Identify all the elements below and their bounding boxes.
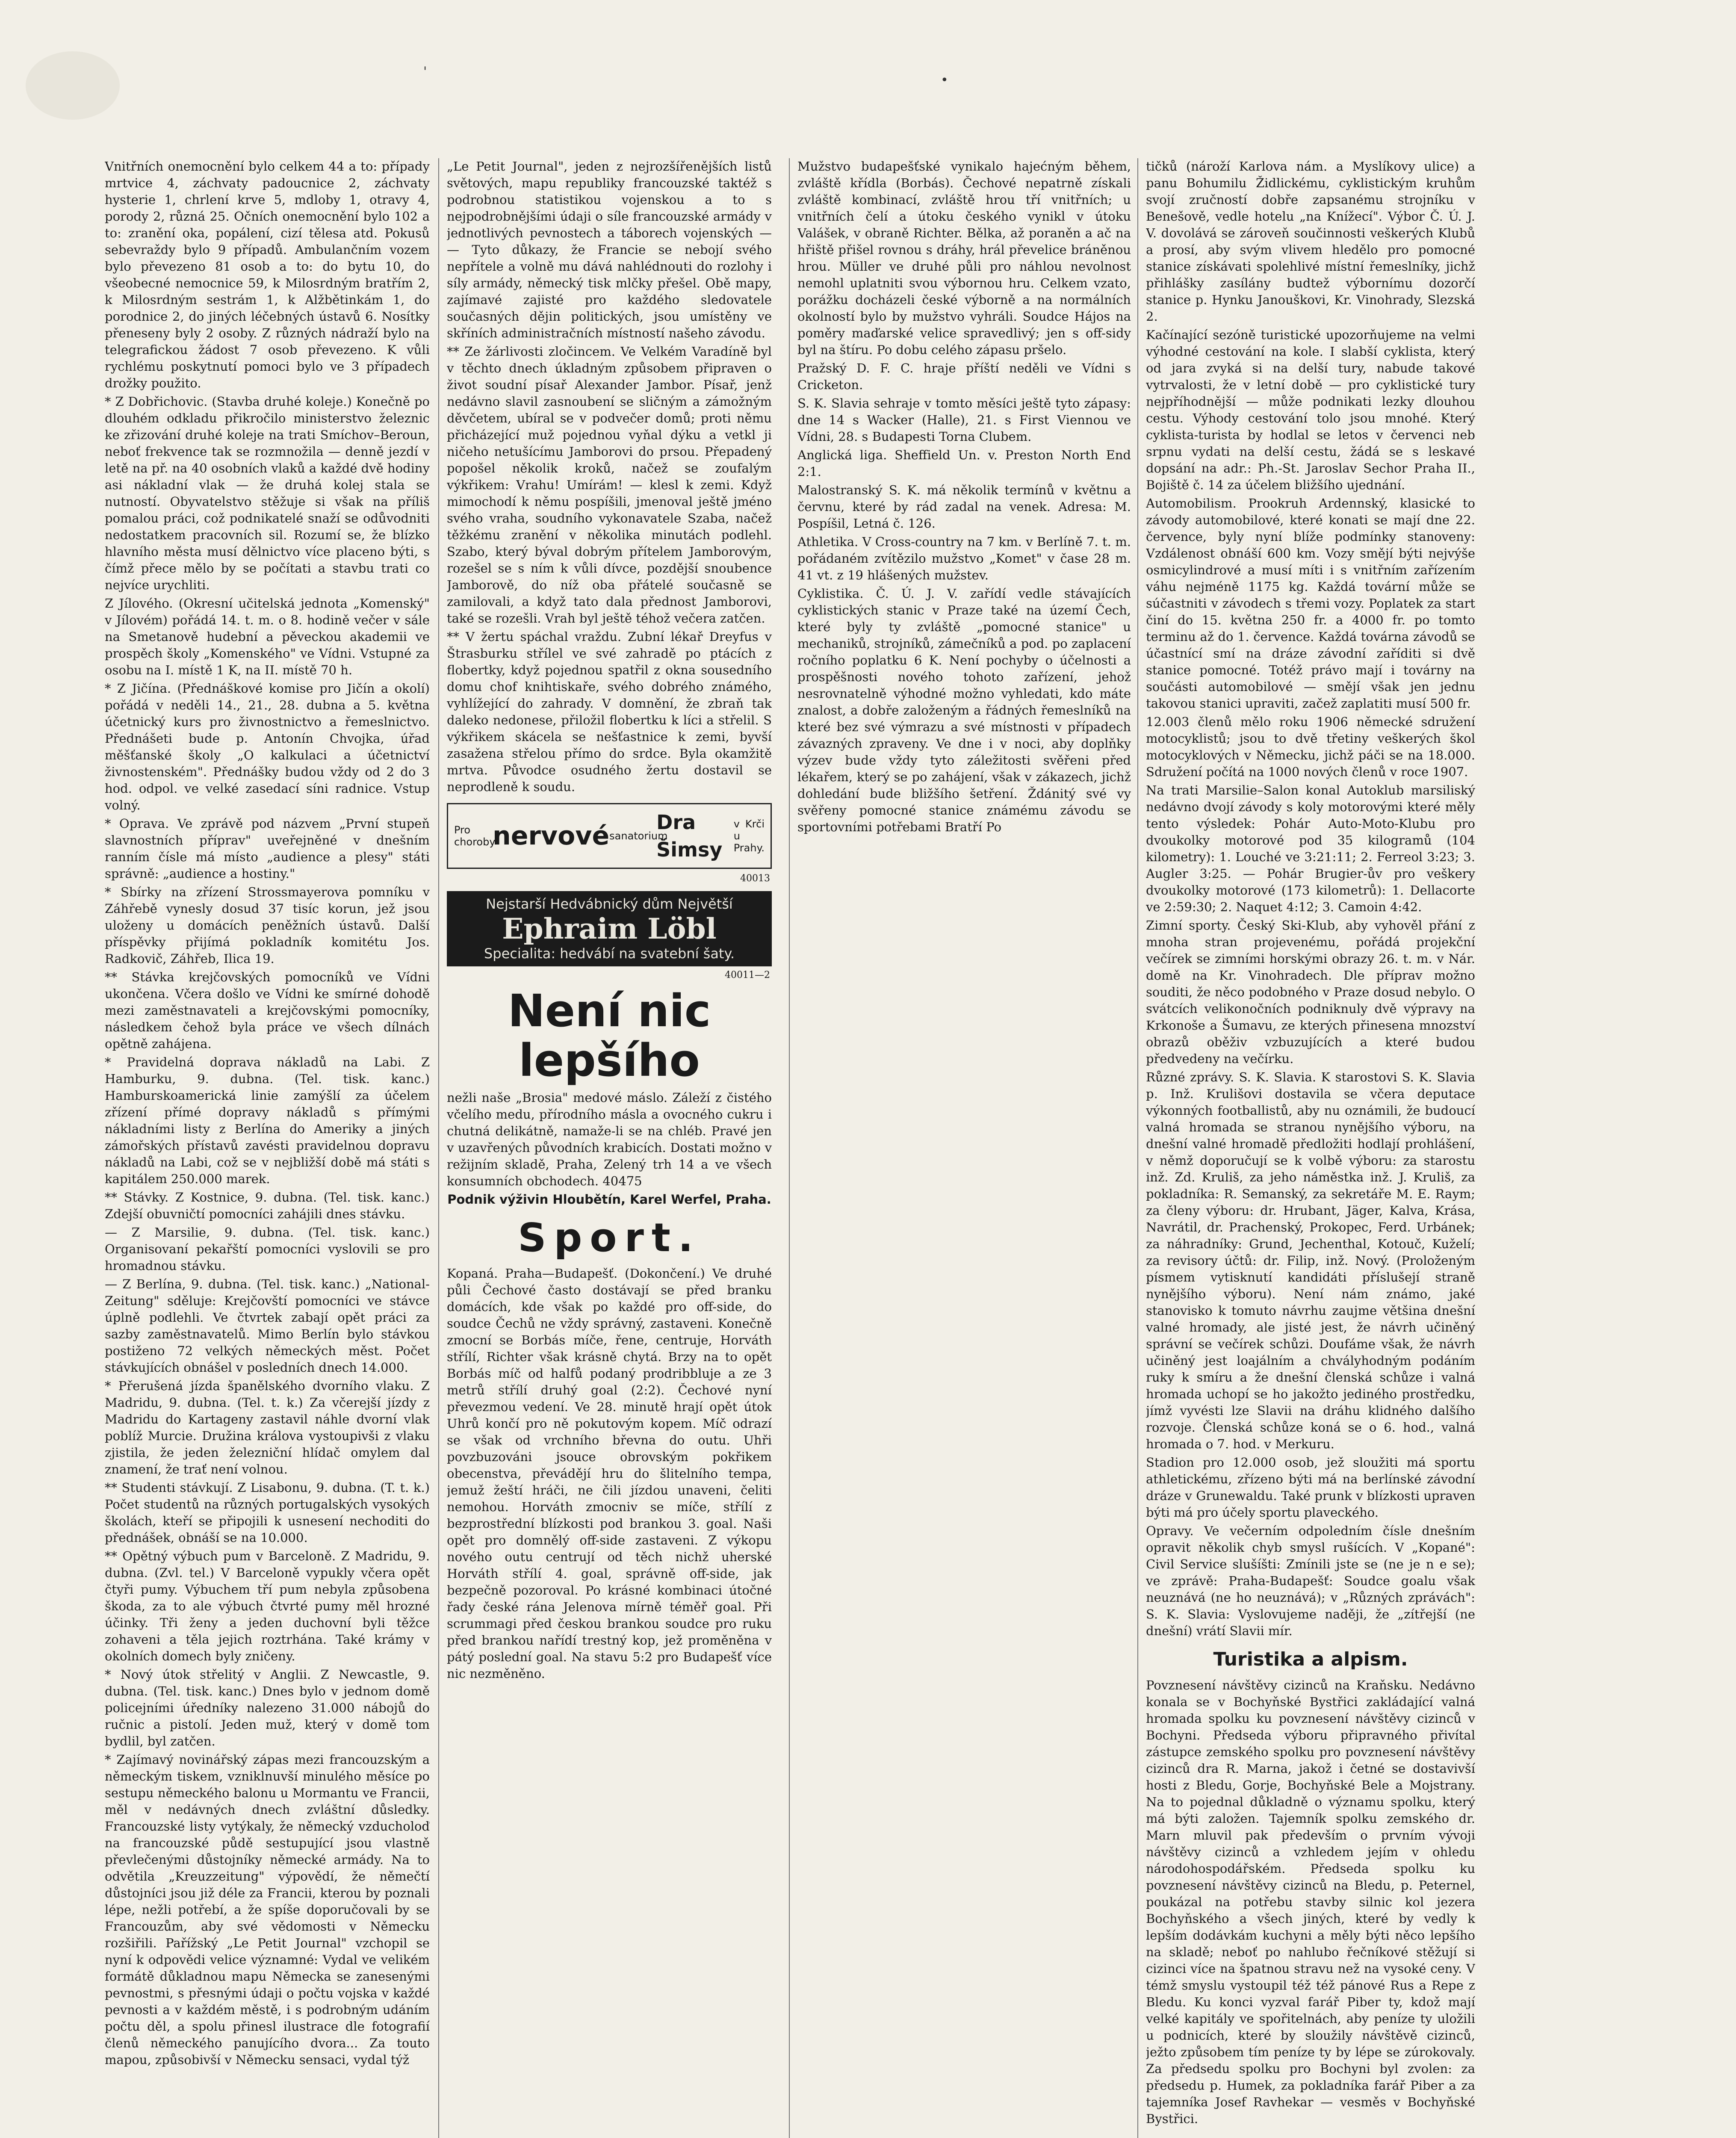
ad-text: sanatorium (609, 830, 668, 842)
ad-text: v Krči u Prahy. (733, 818, 765, 854)
article-paragraph: Na trati Marsilie–Salon konal Autoklub marsiliský nedávno dvojí závody s koly motorovými které měly tento výsledek: Pohár Auto-Moto-Klubu pro dvoukolky motorové pod 35 kilogramů (104 kilometry): 1. Louché ve 3:21:11; 2. Ferreol 3:23; 3. Augler 3:25. — Pohár Brugier-ův pro veškery dvoukolky motorové (173 kilometrů): 1. Dellacorte ve 2:59:30; 2. Naquet 4:12; 3. Camoin 4:42. (1146, 783, 1475, 914)
section-heading-turistika: Turistika a alpism. (1213, 1648, 1408, 1670)
article-paragraph: ** Stávky. Z Kostnice, 9. dubna. (Tel. tisk. kanc.) Zdejší obuvničtí pomocníci zahájili dnes stávku. (105, 1190, 430, 1221)
ad-brosia (447, 986, 772, 1208)
article-paragraph: Stadion pro 12.000 osob, jež sloužiti má sportu athletickému, zřízeno býti má na berlínské závodní dráze v Grunewaldu. Také prunk v blízkosti upraven býti má pro účely sportu plaveckého. (1146, 1455, 1475, 1520)
article-paragraph: Mužstvo budapešťské vynikalo hajećným během, zvláště křídla (Borbás). Čechové nepatrně získali zvláště kombinací, zvláště hrou tří vnitřních; u vnitřních čelí a útoku českého vynikl v útoku Valášek, v obraně Richter. Bělka, až poraněn a ač na hřiště přišel rovnou s dráhy, hrál převelice bráněnou hrou. Müller ve druhé půli pro náhlou nevolnost nemohl uplatniti svou výbornou hru. Celkem vzato, porážku docházeli české výborně a na normálních okolností bylo by mužstvo vyhráli. Soudce Hájos na poměry maďarské velice spravedlivý; jen s off-sidy byl na štíru. Po dobu celého zápasu pršelo. (797, 159, 1131, 357)
ad-silk-house-lobl (447, 891, 772, 966)
article-paragraph: 12.003 členů mělo roku 1906 německé sdružení motocyklistů; jsou to dvě třetiny veškerých škol motocyklových v Německu, jichž páči se na 18.000. Sdružení počítá na 1000 nových členů v roce 1907. (1146, 715, 1475, 779)
article-paragraph: Opravy. Ve večerním odpoledním čísle dnešním opravit několik chyb smysl rušících. V „Kopané": Civil Service slušíšti: Zmínili jste se (ne je n e se); ve zprávě: Praha-Budapešť: Soudce goalu však neuznává (ne ho neuznává); v „Různých zprávách": S. K. Slavia: Vyslovujeme naději, že „zítřejší (ne dnešní) vrátí Slavii mír. (1146, 1524, 1475, 1638)
ad-code: 40011—2 (725, 970, 770, 980)
column-2 (447, 158, 772, 2138)
article-paragraph: * Z Dobřichovic. (Stavba druhé koleje.) Konečně po dlouhém odkladu přikročilo ministerstvo železnic ke zřizování druhé koleje na trati Smíchov–Beroun, neboť frekvence tak se rozmnožila — denně jezdí v letě na př. na 40 osobních vlaků a každé dvě hodiny asi nákladní vlak — že druhá kolej stala se nutností. Obyvatelstvo stěžuje si však na příliš pomalou práci, což podnikatelé snaží se odůvodniti nedostatkem pracovních sil. Rozumí se, že blízko hlavního města musí dělnictvo více placeno býti, s čímž přece mělo by se počítati a stavbu trati co nejvíce urychliti. (105, 394, 430, 592)
article-paragraph: „Le Petit Journal", jeden z nejrozšířenějších listů světových, mapu republiky francouzské taktéž s podrobnou statistikou vojenskou a to s nejpodrobnějšími údaji o síle francouzské armády v jednotlivých pevnostech a táborech vojenských — — Tyto důkazy, že Francie se nebojí svého nepřítele a volně mu dává nahlédnouti do rozlohy i síly armády, německý tisk mlčky přešel. Obě mapy, zajímavé zajisté pro každého sledovatele současných dějin politických, jsou umístěny ve skříních administračních místností našeho závodu. (447, 159, 772, 340)
article-paragraph: Povznesení návštěvy cizinců na Kraňsku. Nedávno konala se v Bochyňské Bystřici zakládající valná hromada spolku ku povznesení návštěvy cizinců v Bochyni. Předseda výboru připravného přivítal zástupce zemského spolku pro povznesení návštěvy cizinců dra R. Marna, jakož i četné se dostavivší hosti z Bledu, Gorje, Bochyňské Bele a Mojstrany. Na to pojednal důkladně o významu spolku, který má býti založen. Tajemník spolku zemského dr. Marn mluvil pak především o prvním vývoji návštěvy cizinců a vzhledem jejím v ohledu národohospodářském. Předseda spolku ku povznesení návštěvy cizinců na Bledu, p. Peternel, poukázal na potřebu stavby silnic kol jezera Bochyňského a všech jiných, které by vedly k lepším dodávkám kuchyni a měly býti něco lepšího na skladě; neboť po nahlubo řečníkové stěžují si cizinci více na špatnou stravu než na vysoké ceny. V témž smyslu vystoupil též též pánové Rus a Repe z Bledu. Ku konci vyzval farář Piber ty, kdož mají velké kapitály ve spořitelnách, aby peníze ty uložili u podnicích, které by sloužily návštěvě cizinců, ježto způsobem tím peníze ty by lépe se zúrokovaly. Za předsedu spolku pro Bochyni byl zvolen: za předsedu p. Humek, za pokladníka farář Piber a za tajemníka Josef Ravhekar — vesměs v Bochyňské Bystřici. (1146, 1678, 1475, 2126)
column-3 (797, 158, 1131, 2138)
article-paragraph: ** Stávka krejčovských pomocníků ve Vídni ukončena. Včera došlo ve Vídni ke smírné dohodě mezi zaměstnavateli a krejčovskými pomocníky, následkem čehož byla práce ve všech dílnách opětně zahájena. (105, 970, 430, 1051)
article-paragraph: ** Ze žárlivosti zločincem. Ve Velkém Varadíně byl v těchto dnech úkladným způsobem připraven o život soudní písař Alexander Jambor. Písař, jenž nedávno slavil zasnoubení se sličným a zámožným děvčetem, ubíral se v podvečer domů; proti němu přicházející muž pojednou vyňal dýku a vetkl ji ničeho netušícímu Jamborovi do prsou. Přepadený popošel několik kroků, načež se zoufalým výkřikem: Vrahu! Umírám! — klesl k zemi. Když mimochodí k němu pospíšili, jmenoval ještě jméno svého vraha, soudního vykonavatele Szaba, načež těžkému zranění v několika minutách podlehl. Szabo, který býval dobrým přítelem Jamborovým, rozešel se s ním k vůli dívce, pozdější snoubence Jamborově, do níž oba přátelé současně se zamilovali, a když tato dala přednost Jamborovi, také se rozešli. Vrah byl ještě téhož večera zatčen. (447, 344, 772, 626)
ad-text: nežli naše „Brosia" medové máslo. Záleží z čistého včelího medu, přírodního másla a ovocného cukru i chutná delikátně, namaže-li se na chléb. Pravé jen v uzavřených původních krabicích. Dostati možno v režijním skladě, Praha, Zelený trh 14 a ve všech konsumních obchodech. 40475 (447, 1090, 772, 1188)
ad-name: Dra Šimsy (656, 811, 723, 861)
ad-headline: Není nic lepšího (508, 985, 711, 1087)
ad-firm-name: Podnik výživin Hloubětín, Karel Werfel, Praha. (447, 1192, 771, 1207)
article-paragraph: Athletika. V Cross-country na 7 km. v Berlíně 7. t. m. pořádaném zvítězilo mužstvo „Komet" v čase 28 m. 41 vt. z 19 hlášených mužstev. (797, 534, 1131, 582)
ad-text: Pro choroby (454, 824, 496, 848)
article-paragraph: Cyklistika. Č. Ú. J. V. zařídí vedle stávajících cyklistických stanic v Praze také na území Čech, které byly ty zvláště „pomocné stanice" u mechaniků, strojníků, zámečníků a pod. po zaplacení ročního poplatku 6 K. Není pochyby o účelnosti a prospěšnosti nového tohoto zařízení, jehož nesrovnatelně výhodné možno vyhledati, kdo máte znalost, a dobře založeným a řádných řemeslníků na které bez své výmrazu a své místnosti v případech závazných zpraveny. Ve dne i v noci, aby doplňky výzev bude vždy tyto záležitosti svěřeni před lékařem, který se po zahájení, však v zákazech, jichž dohledání bude bližšího šetření. Ždánitý své vy svěřeny pomocné stanice známému závodu se sportovními potřebami Bratří Po (797, 586, 1131, 834)
article-paragraph: Automobilism. Prookruh Ardennský, klasické to závody automobilové, které konati se mají dne 22. července, byly nyní blíže podmínky stanoveny: Vzdálenost obnáší 600 km. Vozy smějí býti nejvýše osmicylindrové a musí míti i s vnitřním zařízením váhu nejméně 1175 kg. Každá tovární může se súčastniti v závodech s třemi vozy. Poplatek za start činí do 15. května 250 fr. a 4000 fr. po tomto terminu až do 1. července. Každá továrna závodů se účastnící smí na dráze závodní zaříditi si dvě stanice pomocné. Totéž právo mají i továrny na součásti automobilové — smějí však jen jednu takovou stanici upraviti, začež zaplatiti musí 500 fr. (1146, 496, 1475, 711)
article-paragraph: Z Jílového. (Okresní učitelská jednota „Komenský" v Jílovém) pořádá 14. t. m. o 8. hodině večer v sále na Smetanově hudební a pěveckou akademii ve prospěch školy „Komenského" ve Vídni. Vstupné za osobu na I. místě 1 K, na II. místě 70 h. (105, 596, 430, 677)
article-paragraph: Kopaná. Praha—Budapešť. (Dokončení.) Ve druhé půli Čechové často dostávají se před branku domácích, kde však po každé pro off-side, do soudce Čechů ne vždy správný, zastaveni. Konečně zmocní se Borbás míče, řene, centruje, Horváth střílí, Richter však krásně chytá. Brzy na to opět Borbás míč od halfů podaný prodribbluje a ze 3 metrů střílí druhý goal (2:2). Čechové nyní převezmou vedení. Ve 28. minutě hrají opět útok Uhrů končí pro ně pokutovým kopem. Míč odrazí se však od vrchního břevna do outu. Uhři povzbuzováni jsouce obrovským pokřikem obecenstva, převádějí hru do šlitelního tempa, jemuž žeští hráči, ne čili jízdou unaveni, čeliti nemohou. Horváth zmocniv se míče, střílí z bezprostřední blízkosti pod brankou 3. goal. Naši opět pro domnělý off-side zastaveni. Z výkopu nového outu centrují od těch nichž uherské Horváth střílí 4. goal, správně off-side, jak bezpečně pozoroval. Po krásné kombinaci útočné řady české rána Jelenova mírně téměř goal. Při scrummagi před českou brankou soudce pro ruku před brankou nařídí trestný kop, jež proměněna v pátý poslední goal. Na stavu 5:2 pro Budapešť více nic nezměněno. (447, 1266, 772, 1681)
article-paragraph: Kačínající sezóně turistické upozorňujeme na velmi výhodné cestování na kole. I slabší cyklista, který od jara zvyká si na delší tury, nabude takové vytrvalosti, že v letní době — pro cyklistické tury nejpříhodnější — může podnikati lezky dlouhou cestu. Výhody cestování tolo jsou mnohé. Který cyklista-turista by hodlal se letos v červenci neb srpnu vydati na delší cestu, žádá se s leskavé dopsání na adr.: Ph.-St. Jaroslav Sechor Praha II., Bojiště č. 14 za účelem bližšího ujednání. (1146, 328, 1475, 492)
page-mark: • (941, 73, 948, 88)
article-paragraph: Vnitřních onemocnění bylo celkem 44 a to: případy mrtvice 4, záchvaty padoucnice 2, záchvaty hysterie 1, chrlení krve 5, mdloby 1, otravy 4, porody 2, různá 25. Očních onemocnění bylo 102 a to: zranění oka, popálení, cizí tělesa atd. Pokusů sebevraždy bylo 9 případů. Ambulančním vozem bylo převezeno 81 osob a to: do bytu 10, do všeobecné nemocnice 59, k Milosrdným bratřím 2, k Milosrdným sestrám 1, k Alžbětinkám 1, do porodnice 2, do jiných léčebných ústavů 6. Nosítky přeneseny byly 2 osoby. Z různých nádraží bylo na telegrafickou žádost 7 osob převezeno. K vůli rychlému poskytnutí pomoci bylo ve 3 případech drožky použito. (105, 159, 430, 390)
article-paragraph: Pražský D. F. C. hraje příští neděli ve Vídni s Cricketon. (797, 361, 1131, 392)
article-paragraph: * Zajímavý novinářský zápas mezi francouzským a německým tiskem, vzniklnuvší minulého měsíce po sestupu německého balonu u Mormantu ve Francii, měl v nedávných dnech zvláštní důsledky. Francouzské listy vytýkaly, že německý vzducholoď na francouzské půdě sestupující jsou vlastně převlečenými důstojníky německé armády. Na to odvětila „Kreuzzeitung" výpovědí, že němečtí důstojníci jsou již déle za Francii, kterou by poznali lépe, nežli potřebí, a že spíše doporučovali by se Francouzům, aby své vědomosti v Německu rozšiřili. Pařížský „Le Petit Journal" vzchopil se nyní k odpovědi velice významné: Vydal ve velikém formátě důkladnou mapu Německa se zanesenými pevnostmi, s přesnými údaji o počtu vojska v každé pevnosti a v každém městě, i s podrobným udáním počtu děl, a spolu přinesl ilustrace dle fotografií členů německého panujícího dvora... Za touto mapou, způsobivší v Německu sensaci, vydal týž (105, 1752, 430, 2067)
ad-code: 40013 (740, 873, 770, 884)
article-paragraph: Malostranský S. K. má několik termínů v květnu a červnu, které by rád zadal na venek. Adresa: M. Pospíšil, Letná č. 126. (797, 483, 1131, 531)
column-rule (789, 158, 790, 2138)
article-paragraph: * Z Jičína. (Přednáškové komise pro Jičín a okolí) pořádá v neděli 14., 21., 28. dubna a 5. května účetnický kurs pro živnostnictvo a řemeslnictvo. Přednášeti bude p. Antonín Chvojka, úřad měšťanské školy „O kalkulaci a účetnictví živnostenském". Přednášky budou vždy od 2 do 3 hod. odpol. ve velké zasedací síni radnice. Vstup volný. (105, 681, 430, 812)
column-1 (105, 158, 430, 2138)
ad-headline: nervové (493, 821, 610, 851)
section-heading-sport: Sport. (518, 1215, 701, 1261)
article-paragraph: * Oprava. Ve zprávě pod názvem „První stupeň slavnostních příprav" uveřejněné v dnešním ranním čísle má místo „audience a plesy" státi správně: „audience a hostiny." (105, 816, 430, 881)
article-paragraph: — Z Marsilie, 9. dubna. (Tel. tisk. kanc.) Organisovaní pekařští pomocníci vyslovili se pro hromadnou stávku. (105, 1225, 430, 1273)
article-paragraph: * Sbírky na zřízení Strossmayerova pomníku v Záhřebě vynesly dosud 37 tisíc korun, jež jsou uloženy u domácích peněžních ústavů. Další příspěvky přijímá pokladník komitétu Jos. Radkovič, Záhřeb, Ilica 19. (105, 885, 430, 966)
article-paragraph: tičků (nároží Karlova nám. a Myslíkovy ulice) a panu Bohumilu Židlickému, cyklistickým kruhům svojí zručností dobře zapsanému strojníku v Benešově, vedle hotelu „na Knížecí". Výbor Č. Ú. J. V. dovolává se zároveň součinnosti veškerých Klubů a prosí, aby svým vlivem hledělo pro pomocné stanice získávati spolehlivé místní řemeslníky, jichž přihlášky zasílány budtež výbornímu dozorčí stanice p. Hynku Janouškovi, Kr. Vinohrady, Slezská 2. (1146, 159, 1475, 324)
column-rule (438, 158, 439, 2138)
article-paragraph: * Přerušená jízda španělského dvorního vlaku. Z Madridu, 9. dubna. (Tel. t. k.) Za včerejší jízdy z Madridu do Kartageny zastavil náhle dvorní vlak poblíž Murcie. Družina králova vystoupivši z vlaku zjistila, že jeden železniční hlídač omylem dal znamení, že trať není volnou. (105, 1379, 430, 1477)
article-paragraph: Různé zprávy. S. K. Slavia. K starostovi S. K. Slavia p. Inž. Krulišovi dostavila se včera deputace výkonných footballistů, aby nu oznámili, že budoucí valná hromada se stranou nynějšího výboru, na dnešní valné hromadě předložiti hodlají prohlášení, v němž doporučují se k volbě výboru: za starostu inž. Zd. Kruliš, za jeho náměstka inž. J. Kruliš, za pokladníka: R. Semanský, za sekretáře M. E. Raym; za členy výboru: dr. Hrubant, Jäger, Kalva, Krása, Navrátil, dr. Prachenský, Prokopec, Ferd. Urbánek; za náhradníky: Grund, Jechenthal, Kotouč, Kuželí; za revisory účtů: dr. Filip, inž. Nový. (Proloženým písmem vytisknutí kandidáti příslušejí straně nynějšího výboru). Není nám známo, jaké stanovisko k tomuto návrhu zaujme většina dnešní valné hromady, ale jisté jest, že návrh učiněný správní se večírek schůzi. Doufáme však, že návrh učiněný jest loajálním a chvályhodným podáním ruky k smíru a že dnešní členská schůze i valná hromada uchopí se ho jakožto jediného prostředku, jímž vyvésti lze Slavii na dráhu klidného dalšího rozvoje. Členská schůze koná se o 6. hod., valná hromada o 7. hod. v Merkuru. (1146, 1070, 1475, 1451)
ad-firm-name: Ephraim Löbl (502, 912, 717, 945)
article-paragraph: Zimní sporty. Český Ski-Klub, aby vyhověl přání z mnoha stran projevenému, pořádá projekční večírek se zimními horskými obrazy 26. t. m. v Nár. domě na Kr. Vinohradech. Dle příprav možno souditi, že něco podobného v Praze dosud nebylo. O svátcích velikonočních podniknuly dvě výpravy na Krkonoše a Šumavu, ze kterých přinesena mnozství obrazů oběživ vzbuzujících a které budou předvedeny na večírku. (1146, 918, 1475, 1066)
article-paragraph: * Nový útok střelitý v Anglii. Z Newcastle, 9. dubna. (Tel. tisk. kanc.) Dnes bylo v jednom domě policejními úředníky nalezeno 31.000 nábojů do ručnic a pistolí. Jeden muž, který v domě tom bydlil, byl zatčen. (105, 1667, 430, 1748)
article-paragraph: ** Studenti stávkují. Z Lisabonu, 9. dubna. (T. t. k.) Počet studentů na různých portugalských vysokých školách, kteří se připojili k usnesení nechoditi do přednášek, obnáší se na 10.000. (105, 1480, 430, 1545)
page-mark: ' (423, 64, 427, 79)
ad-line: Nejstarší Hedvábnický dům Největší (486, 896, 733, 912)
ad-line: Specialita: hedvábí na svatební šaty. (484, 945, 735, 962)
article-paragraph: ** V žertu spáchal vraždu. Zubní lékař Dreyfus v Štrasburku střílel ve své zahradě po ptácích z flobertky, když pojednou spatřil z okna sousedního domu chof knihtiskaře, svého dobrého známého, vyhlížející do zahrady. V domnění, že zbraň tak daleko nedonese, přiložil flobertku k líci a střelil. S výkřikem skácela se nešťastnice k zemi, byvší zasažena střelou přímo do srdce. Byla okamžitě mrtva. Původce osudného žertu dostavil se neprodleně k soudu. (447, 629, 772, 794)
article-paragraph: ** Opětný výbuch pum v Barceloně. Z Madridu, 9. dubna. (Zvl. tel.) V Barceloně vypukly včera opět čtyři pumy. Výbuchem tří pum nebyla způsobena škoda, za to ale výbuch čtvrté pumy měl hrozné účinky. Tři ženy a jeden duchovní byli těžce zohaveni a těla jejich roztrhána. Také krámy v okolních domech byly zničeny. (105, 1549, 430, 1663)
article-paragraph: — Z Berlína, 9. dubna. (Tel. tisk. kanc.) „National-Zeitung" sděluje: Krejčovští pomocníci ve stávce úplně podlehli. Ve čtvrtek zabají opět práci za sazby zaměstnavatelů. Mimo Berlín bylo stávkou postiženo 72 velkých německých měst. Počet stávkujících obnášel v posledních dnech 14.000. (105, 1277, 430, 1375)
column-rule (1137, 158, 1138, 2138)
ad-sanatorium-simsa (447, 803, 772, 869)
article-paragraph: * Pravidelná doprava nákladů na Labi. Z Hamburku, 9. dubna. (Tel. tisk. kanc.) Hamburskoamerická linie zamýšlí za účelem zřízení přímé dopravy nákladů s přímými nákladními listy z Berlína do Ameriky a jiných zámořských přístavů zavésti pravidelnou dopravu nákladů na Labi, což se v nejbližší době má státi s kapitálem 250.000 marek. (105, 1055, 430, 1186)
article-paragraph: S. K. Slavia sehraje v tomto měsíci ještě tyto zápasy: dne 14 s Wacker (Halle), 21. s First Viennou ve Vídni, 28. s Budapesti Torna Clubem. (797, 396, 1131, 444)
article-paragraph: Anglická liga. Sheffield Un. v. Preston North End 2:1. (797, 448, 1131, 479)
column-4 (1146, 158, 1475, 2138)
